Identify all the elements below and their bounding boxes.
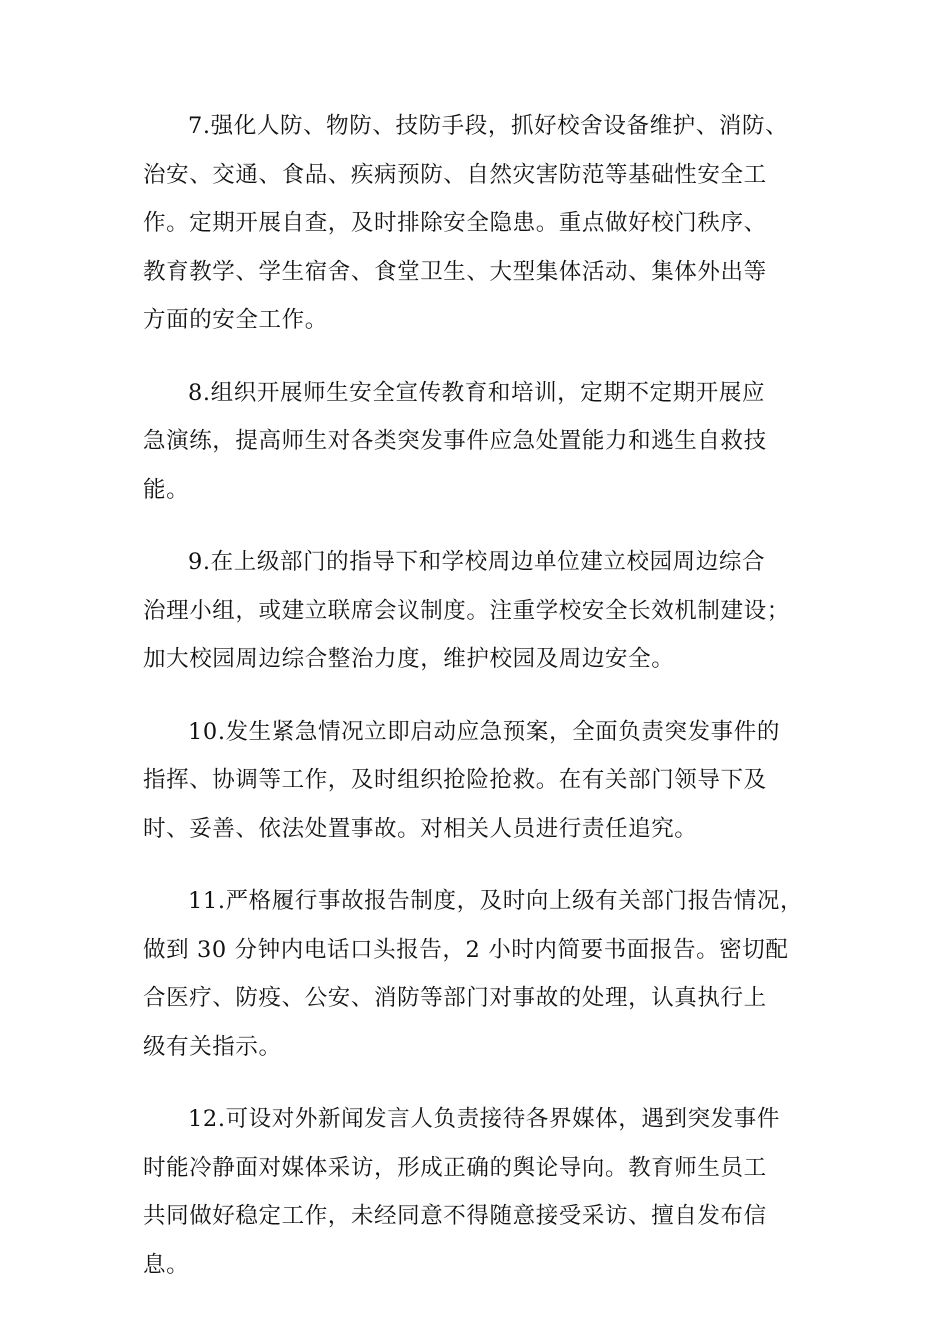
paragraph-line: 教育教学、学生宿舍、食堂卫生、大型集体活动、集体外出等 <box>143 258 767 285</box>
paragraph-line: 合医疗、防疫、公安、消防等部门对事故的处理，认真执行上 <box>143 985 767 1011</box>
paragraph-line: 息。 <box>143 1251 190 1278</box>
paragraph-line: 共同做好稳定工作，未经同意不得随意接受采访、擅自发布信 <box>143 1203 767 1229</box>
paragraph-12 <box>143 1095 833 1289</box>
paragraph-11 <box>143 877 833 1071</box>
paragraph-line: 能。 <box>143 476 190 503</box>
paragraph-line: 9.在上级部门的指导下和学校周边单位建立校园周边综合 <box>188 549 766 575</box>
document-body <box>143 102 833 1313</box>
paragraph-10 <box>143 708 833 854</box>
paragraph-line: 8.组织开展师生安全宣传教育和培训，定期不定期开展应 <box>188 379 766 406</box>
paragraph-7 <box>143 102 833 345</box>
paragraph-line: 指挥、协调等工作，及时组织抢险抢救。在有关部门领导下及 <box>143 767 767 793</box>
paragraph-line: 治理小组，或建立联席会议制度。注重学校安全长效机制建设； <box>143 597 790 624</box>
paragraph-line: 治安、交通、食品、疾病预防、自然灾害防范等基础性安全工 <box>143 161 767 188</box>
paragraph-line: 做到 30 分钟内电话口头报告，2 小时内简要书面报告。密切配 <box>143 936 789 963</box>
paragraph-line: 急演练，提高师生对各类突发事件应急处置能力和逃生自救技 <box>143 428 767 454</box>
paragraph-9 <box>143 538 833 684</box>
paragraph-line: 级有关指示。 <box>143 1033 282 1060</box>
paragraph-line: 加大校园周边综合整治力度，维护校园及周边安全。 <box>143 646 675 672</box>
paragraph-line: 12.可设对外新闻发言人负责接待各界媒体，遇到突发事件 <box>188 1106 780 1132</box>
paragraph-line: 10.发生紧急情况立即启动应急预案，全面负责突发事件的 <box>188 718 780 745</box>
paragraph-line: 7.强化人防、物防、技防手段，抓好校舍设备维护、消防、 <box>188 113 789 139</box>
paragraph-line: 时能冷静面对媒体采访，形成正确的舆论导向。教育师生员工 <box>143 1154 767 1181</box>
paragraph-8 <box>143 369 833 515</box>
paragraph-line: 时、妥善、依法处置事故。对相关人员进行责任追究。 <box>143 815 698 842</box>
paragraph-line: 方面的安全工作。 <box>143 307 328 333</box>
paragraph-line: 11.严格履行事故报告制度，及时向上级有关部门报告情况， <box>188 888 804 914</box>
paragraph-line: 作。定期开展自查，及时排除安全隐患。重点做好校门秩序、 <box>143 210 767 236</box>
